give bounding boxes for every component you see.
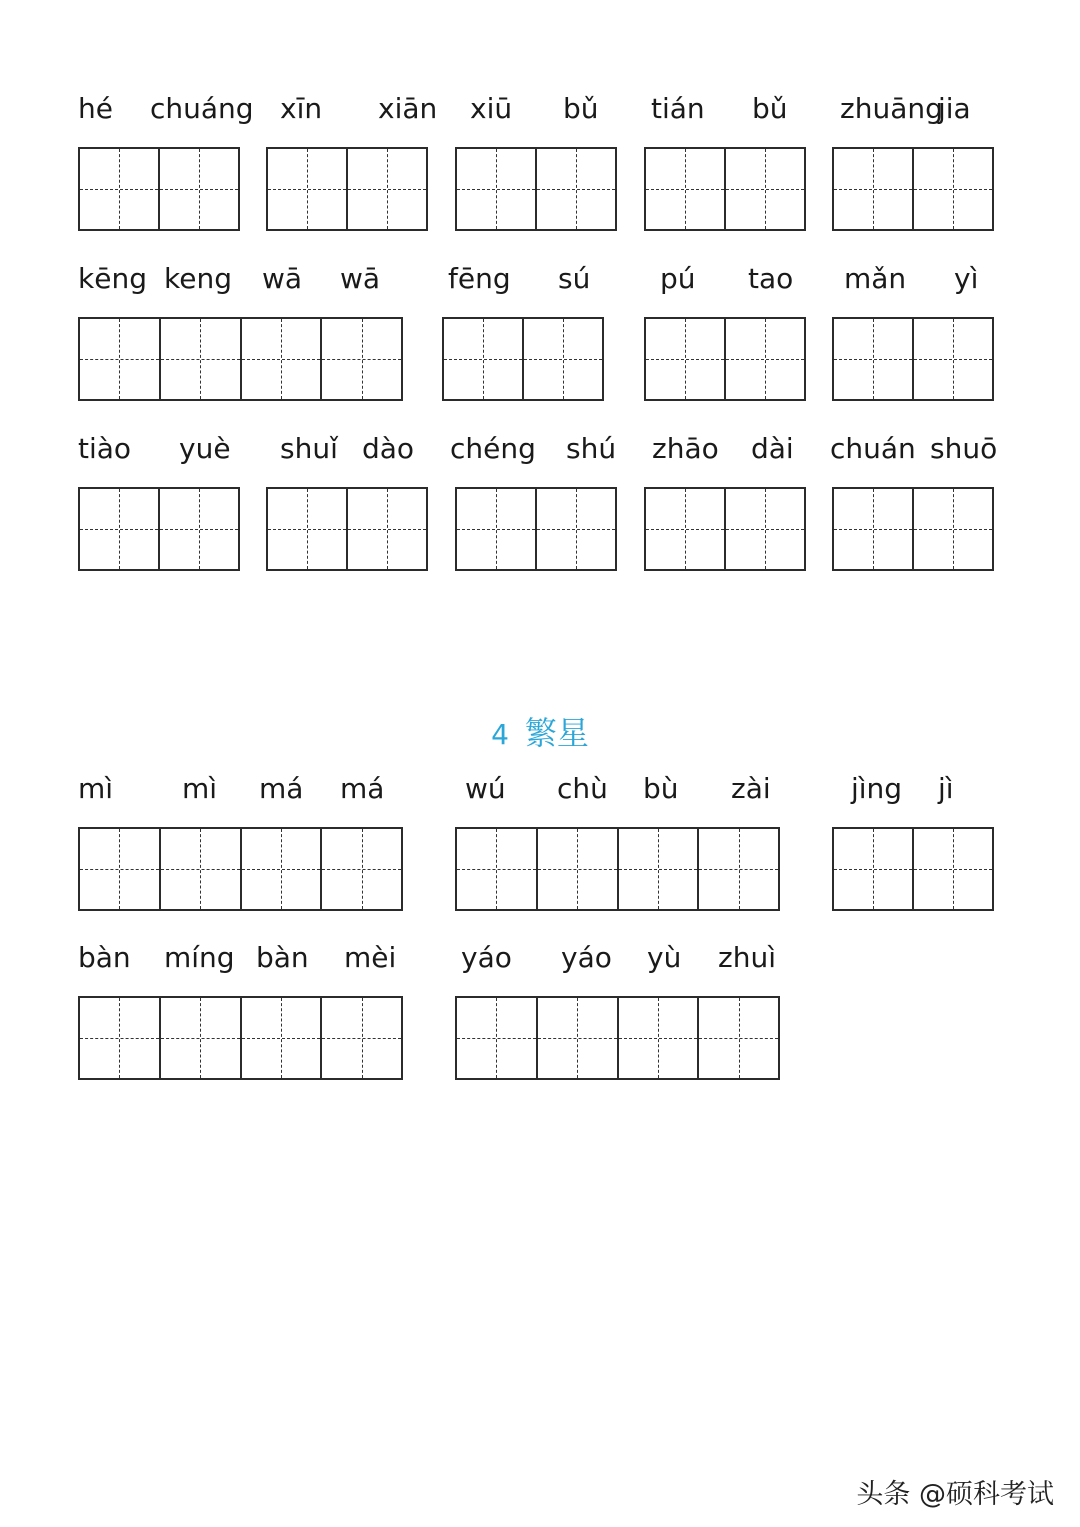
writing-cell[interactable] (348, 489, 426, 569)
pinyin-label: zhuì (718, 941, 776, 974)
writing-grid-2[interactable] (644, 317, 806, 401)
writing-cell[interactable] (538, 829, 619, 909)
writing-cell[interactable] (80, 998, 161, 1078)
writing-cell[interactable] (80, 149, 160, 229)
pinyin-label: fēng (448, 262, 511, 295)
section-name: 繁星 (524, 714, 589, 752)
writing-cell[interactable] (160, 149, 238, 229)
pinyin-label: jia (938, 92, 971, 125)
pinyin-label: jì (938, 772, 954, 805)
writing-grid-2[interactable] (832, 147, 994, 231)
pinyin-label: bàn (78, 941, 131, 974)
pinyin-label: míng (164, 941, 235, 974)
writing-cell[interactable] (726, 149, 804, 229)
pinyin-label: tiào (78, 432, 132, 465)
writing-cell[interactable] (699, 998, 778, 1078)
pinyin-label: zài (731, 772, 771, 805)
writing-cell[interactable] (161, 998, 242, 1078)
pinyin-label: zhāo (652, 432, 719, 465)
writing-cell[interactable] (268, 489, 348, 569)
writing-cell[interactable] (914, 319, 992, 399)
pinyin-label: chuáng (150, 92, 254, 125)
pinyin-label: mǎn (844, 262, 907, 295)
writing-cell[interactable] (538, 998, 619, 1078)
pinyin-label: xiū (470, 92, 513, 125)
pinyin-label: hé (78, 92, 113, 125)
writing-cell[interactable] (914, 829, 992, 909)
writing-grid-2[interactable] (644, 147, 806, 231)
writing-grid-2[interactable] (644, 487, 806, 571)
writing-grid-2[interactable] (832, 317, 994, 401)
pinyin-label: zhuāng (840, 92, 943, 125)
pinyin-label: shuǐ (280, 432, 338, 465)
writing-cell[interactable] (726, 319, 804, 399)
pinyin-label: shuō (930, 432, 998, 465)
writing-grid-2[interactable] (455, 147, 617, 231)
pinyin-label: dào (362, 432, 415, 465)
writing-cell[interactable] (646, 319, 726, 399)
writing-cell[interactable] (242, 319, 323, 399)
writing-cell[interactable] (834, 829, 914, 909)
writing-cell[interactable] (457, 829, 538, 909)
writing-grid-2[interactable] (832, 827, 994, 911)
writing-cell[interactable] (322, 319, 401, 399)
writing-grid-4[interactable] (455, 996, 780, 1080)
writing-grid-2[interactable] (266, 147, 428, 231)
pinyin-label: xīn (280, 92, 323, 125)
writing-cell[interactable] (242, 829, 323, 909)
writing-cell[interactable] (80, 319, 161, 399)
writing-cell[interactable] (242, 998, 323, 1078)
pinyin-label: dài (751, 432, 794, 465)
writing-cell[interactable] (161, 319, 242, 399)
pinyin-label: wā (262, 262, 303, 295)
writing-cell[interactable] (457, 998, 538, 1078)
writing-cell[interactable] (726, 489, 804, 569)
pinyin-label: keng (164, 262, 232, 295)
writing-cell[interactable] (834, 149, 914, 229)
writing-grid-4[interactable] (78, 996, 403, 1080)
writing-grid-2[interactable] (832, 487, 994, 571)
writing-cell[interactable] (268, 149, 348, 229)
pinyin-label: má (340, 772, 385, 805)
pinyin-label: yuè (179, 432, 231, 465)
pinyin-label: kēng (78, 262, 147, 295)
writing-cell[interactable] (619, 829, 700, 909)
writing-cell[interactable] (914, 489, 992, 569)
writing-grid-2[interactable] (442, 317, 604, 401)
writing-cell[interactable] (537, 489, 615, 569)
writing-cell[interactable] (80, 829, 161, 909)
pinyin-label: yì (954, 262, 979, 295)
pinyin-label: jìng (851, 772, 903, 805)
pinyin-label: bǔ (563, 92, 599, 125)
writing-cell[interactable] (699, 829, 778, 909)
writing-grid-4[interactable] (78, 317, 403, 401)
pinyin-label: bǔ (752, 92, 788, 125)
writing-grid-2[interactable] (455, 487, 617, 571)
pinyin-label: pú (660, 262, 696, 295)
writing-cell[interactable] (834, 489, 914, 569)
pinyin-label: bù (643, 772, 679, 805)
pinyin-label: wú (465, 772, 506, 805)
pinyin-label: mì (78, 772, 114, 805)
writing-cell[interactable] (457, 149, 537, 229)
writing-grid-2[interactable] (78, 487, 240, 571)
writing-cell[interactable] (444, 319, 524, 399)
writing-cell[interactable] (646, 149, 726, 229)
pinyin-label: sú (558, 262, 591, 295)
pinyin-label: wā (340, 262, 381, 295)
writing-cell[interactable] (537, 149, 615, 229)
writing-cell[interactable] (834, 319, 914, 399)
pinyin-label: bàn (256, 941, 309, 974)
pinyin-label: mì (182, 772, 218, 805)
writing-cell[interactable] (524, 319, 602, 399)
writing-grid-2[interactable] (78, 147, 240, 231)
writing-cell[interactable] (322, 829, 401, 909)
section-title (0, 708, 1080, 754)
pinyin-label: tián (651, 92, 705, 125)
pinyin-label: xiān (378, 92, 438, 125)
pinyin-label: chuán (830, 432, 916, 465)
pinyin-label: shú (566, 432, 617, 465)
writing-cell[interactable] (457, 489, 537, 569)
writing-cell[interactable] (348, 149, 426, 229)
pinyin-label: chéng (450, 432, 536, 465)
pinyin-label: yáo (461, 941, 512, 974)
writing-cell[interactable] (322, 998, 401, 1078)
writing-cell[interactable] (619, 998, 700, 1078)
writing-grid-4[interactable] (455, 827, 780, 911)
writing-cell[interactable] (914, 149, 992, 229)
pinyin-label: mèi (344, 941, 397, 974)
writing-cell[interactable] (160, 489, 238, 569)
section-number: 4 (491, 718, 509, 751)
pinyin-label: yáo (561, 941, 612, 974)
pinyin-label: chù (557, 772, 608, 805)
writing-cell[interactable] (646, 489, 726, 569)
pinyin-label: tao (748, 262, 794, 295)
pinyin-label: má (259, 772, 304, 805)
writing-cell[interactable] (161, 829, 242, 909)
writing-cell[interactable] (80, 489, 160, 569)
pinyin-label: yù (647, 941, 682, 974)
writing-grid-4[interactable] (78, 827, 403, 911)
writing-grid-2[interactable] (266, 487, 428, 571)
watermark: 头条 @硕科考试 (856, 1479, 1054, 1510)
